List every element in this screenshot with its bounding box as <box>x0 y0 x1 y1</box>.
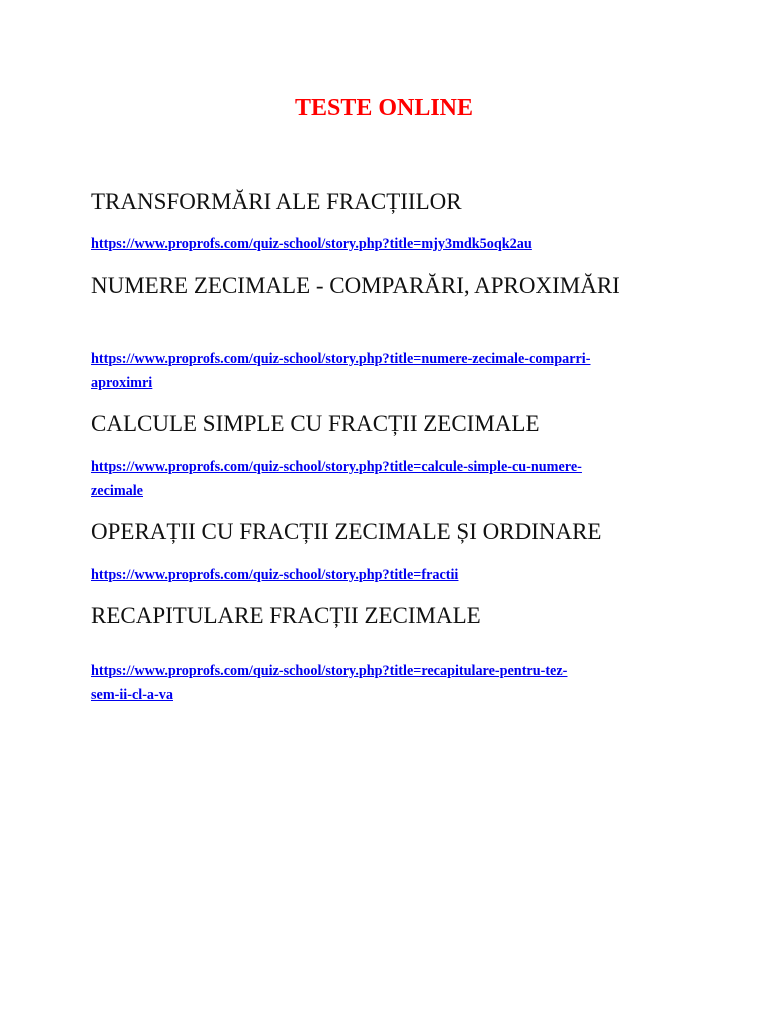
quiz-link-recapitulare-line2[interactable]: sem-ii-cl-a-va <box>91 687 173 703</box>
quiz-link-operatii[interactable] <box>91 563 691 587</box>
quiz-link-numere-zecimale-line1[interactable]: https://www.proprofs.com/quiz-school/story.php?title=numere-zecimale-comparri- <box>91 351 591 367</box>
quiz-link-calcule-simple-line1[interactable]: https://www.proprofs.com/quiz-school/story.php?title=calcule-simple-cu-numere- <box>91 459 582 475</box>
quiz-link-transformari-line1[interactable]: https://www.proprofs.com/quiz-school/story.php?title=mjy3mdk5oqk2au <box>91 236 532 252</box>
quiz-link-operatii-line1[interactable]: https://www.proprofs.com/quiz-school/story.php?title=fractii <box>91 567 459 583</box>
quiz-link-transformari[interactable] <box>91 232 691 256</box>
quiz-link-recapitulare-line1[interactable]: https://www.proprofs.com/quiz-school/story.php?title=recapitulare-pentru-tez- <box>91 663 568 679</box>
page-title: TESTE ONLINE <box>294 95 474 121</box>
quiz-link-calcule-simple-line2[interactable]: zecimale <box>91 483 143 499</box>
section-heading-numere-zecimale: NUMERE ZECIMALE - COMPARĂRI, APROXIMĂRI <box>91 273 620 298</box>
quiz-link-calcule-simple[interactable] <box>91 455 691 503</box>
quiz-link-numere-zecimale[interactable] <box>91 347 691 395</box>
section-heading-recapitulare: RECAPITULARE FRACȚII ZECIMALE <box>91 603 481 628</box>
quiz-link-numere-zecimale-line2[interactable]: aproximri <box>91 375 153 391</box>
section-heading-transformari: TRANSFORMĂRI ALE FRACȚIILOR <box>91 189 462 214</box>
section-heading-operatii: OPERAȚII CU FRACȚII ZECIMALE ȘI ORDINARE <box>91 519 602 544</box>
section-heading-calcule-simple: CALCULE SIMPLE CU FRACȚII ZECIMALE <box>91 411 540 436</box>
quiz-link-recapitulare[interactable] <box>91 659 691 707</box>
